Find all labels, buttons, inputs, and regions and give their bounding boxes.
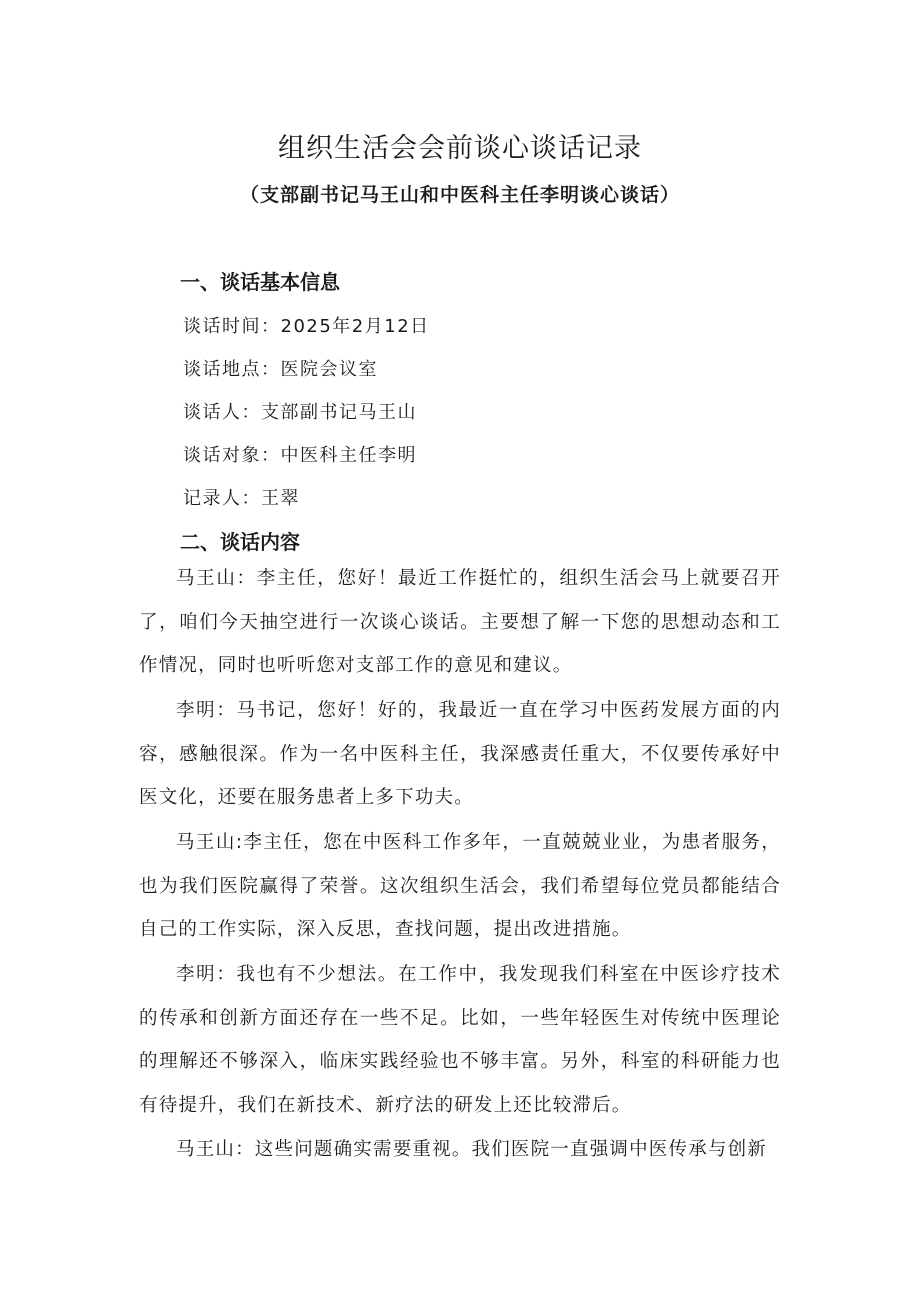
info-line-recorder: 记录人：王翠 — [183, 488, 300, 509]
dialogue-paragraph: 马王山：这些问题确实需要重视。我们医院一直强调中医传承与创新 — [176, 1139, 768, 1160]
dialogue-paragraph: 马王山:李主任，您在中医科工作多年，一直兢兢业业，为患者服务，也为我们医院赢得了荣誉。这次组织生活会，我们希望每位党员都能结合自己的工作实际，深入反思，查找问题，提出改进措施。 — [139, 832, 781, 940]
dialogue-paragraph: 李明：我也有不少想法。在工作中，我发现我们科室在中医诊疗技术的传承和创新方面还存在一些不足。比如，一些年轻医生对传统中医理论的理解还不够深入，临床实践经验也不够丰富。另外，科室的科研能力也有待提升，我们在新技术、新疗法的研发上还比较滞后。 — [139, 964, 781, 1116]
info-line-time: 谈话时间：2025年2月12日 — [183, 316, 430, 337]
info-line-speaker: 谈话人：支部副书记马王山 — [183, 402, 417, 423]
dialogue-paragraph: 李明：马书记，您好！好的，我最近一直在学习中医药发展方面的内容，感触很深。作为一名中医科主任，我深感责任重大，不仅要传承好中医文化，还要在服务患者上多下功夫。 — [139, 700, 781, 808]
dialogue-paragraph: 马王山：李主任，您好！最近工作挺忙的，组织生活会马上就要召开了，咱们今天抽空进行一次谈心谈话。主要想了解一下您的思想动态和工作情况，同时也听听您对支部工作的意见和建议。 — [139, 568, 781, 676]
section-heading-content: 二、谈话内容 — [180, 530, 300, 554]
document-subtitle: （支部副书记马王山和中医科主任李明谈心谈话） — [239, 184, 680, 206]
section-heading-basic-info: 一、谈话基本信息 — [180, 270, 340, 294]
info-line-subject: 谈话对象：中医科主任李明 — [183, 445, 417, 466]
info-line-location: 谈话地点：医院会议室 — [183, 359, 378, 380]
document-title: 组织生活会会前谈心谈话记录 — [278, 133, 642, 164]
